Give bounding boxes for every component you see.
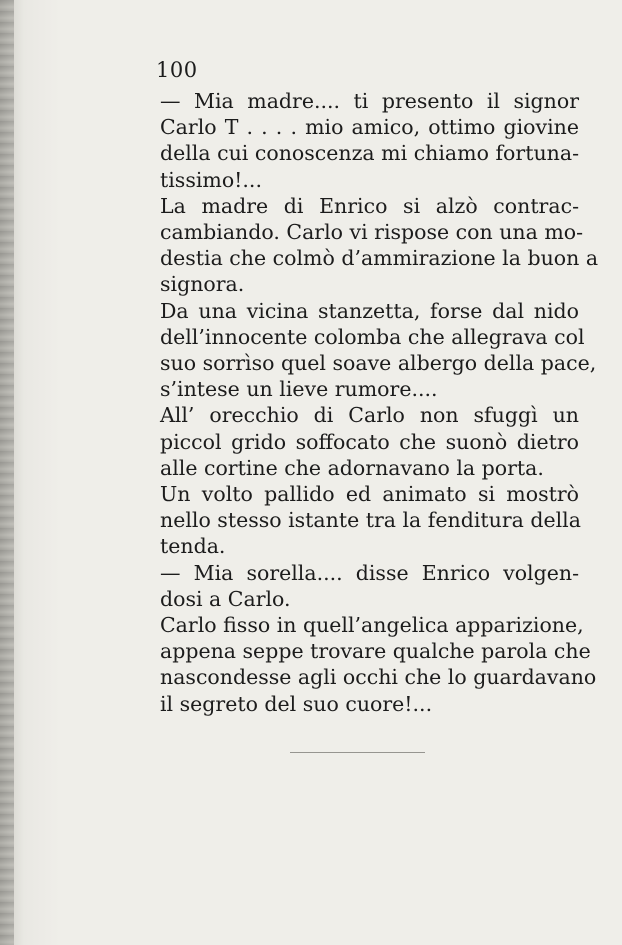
text-line: nascondesse agli occhi che lo guardavano	[160, 665, 597, 690]
text-line: Da una vicina stanzetta, forse dal nido	[160, 298, 579, 323]
text-line: All’ orecchio di Carlo non sfuggì un	[160, 403, 579, 428]
text-line: appena seppe trovare qualche parola che	[160, 639, 591, 664]
text-line: dosi a Carlo.	[160, 586, 291, 611]
paragraph-1	[137, 88, 579, 193]
text-line: tenda.	[160, 534, 226, 559]
text-line: — Mia madre.... ti presento il signor	[160, 89, 579, 113]
text-line: Un volto pallido ed animato si mostrò	[160, 482, 579, 507]
paragraph-5	[137, 481, 579, 560]
text-line: — Mia sorella.... disse Enrico volgen-	[160, 560, 579, 585]
paragraph-6	[137, 560, 579, 612]
text-line: destia che colmò d’ammirazione la buon a	[160, 246, 599, 271]
paragraph-4	[137, 402, 579, 481]
text-line: piccol grido soffocato che suonò dietro	[160, 429, 579, 454]
page-spine-shadow	[0, 0, 14, 945]
text-line: cambiando. Carlo vi rispose con una mo-	[160, 220, 584, 245]
text-line: della cui conoscenza mi chiamo fortuna-	[160, 141, 579, 166]
end-rule-divider	[290, 752, 425, 753]
page-number: 100	[156, 58, 198, 82]
paragraph-7	[137, 612, 597, 717]
text-line: signora.	[160, 272, 245, 297]
text-line: La madre di Enrico si alzò contrac-	[160, 193, 579, 218]
text-line: tissimo!...	[160, 167, 262, 192]
text-line: Carlo fisso in quell’angelica apparizione,	[160, 613, 584, 638]
text-line: il segreto del suo cuore!...	[160, 691, 433, 716]
body-text	[137, 88, 599, 717]
text-line: suo sorrìso quel soave albergo della pace,	[160, 351, 597, 376]
text-line: nello stesso istante tra la fenditura della	[160, 508, 581, 533]
paragraph-3	[137, 298, 597, 403]
text-line: alle cortine che adornavano la porta.	[160, 455, 544, 480]
text-line: dell’innocente colomba che allegrava col	[160, 324, 585, 349]
paragraph-2	[137, 193, 599, 298]
text-line: s’intese un lieve rumore....	[160, 377, 438, 402]
text-line: Carlo T . . . . mio amico, ottimo giovine	[160, 115, 579, 140]
